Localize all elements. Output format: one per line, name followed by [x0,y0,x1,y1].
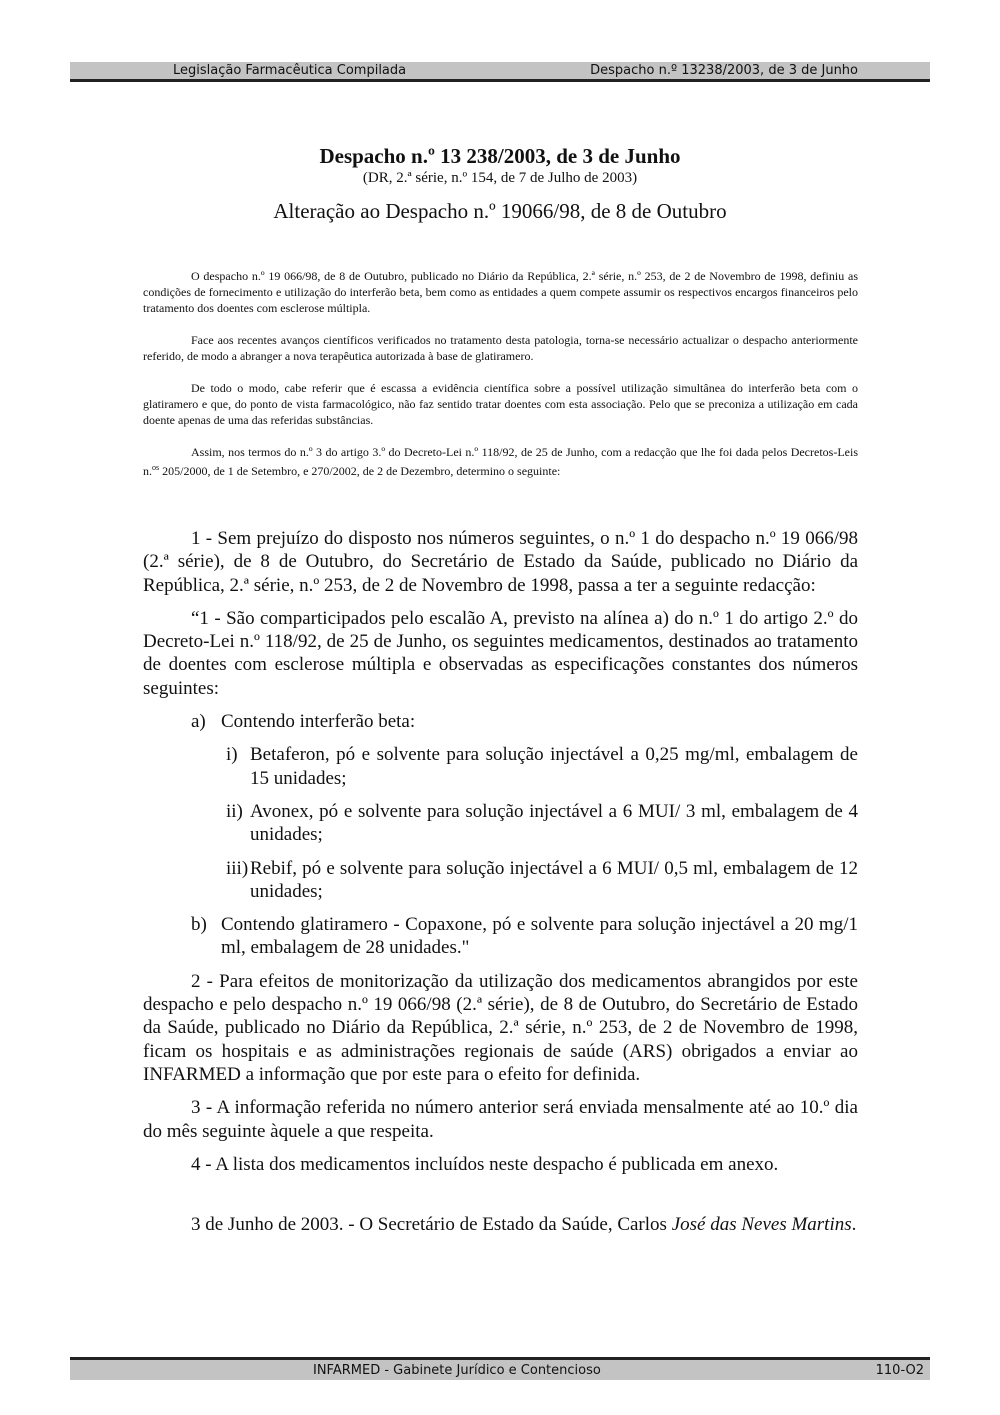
sub-list-item [226,743,858,790]
footer-text: INFARMED - Gabinete Jurídico e Contencioso [313,1363,601,1378]
header-right-title: Despacho n.º 13238/2003, de 3 de Junho [590,63,858,78]
document-heading: Alteração ao Despacho n.º 19066/98, de 8 de Outubro [273,199,727,223]
preamble [143,268,858,495]
preamble-superscript: os [152,463,160,472]
body-paragraph: 4 - A lista dos medicamentos incluídos neste despacho é publicada em anexo. [191,1153,779,1175]
document-subtitle: (DR, 2.ª série, n.º 154, de 7 de Julho de 2003) [362,170,638,186]
list-marker: a) [191,711,206,733]
page-header [70,62,930,82]
sub-list-item [226,857,858,904]
header-left-title: Legislação Farmacêutica Compilada [173,63,407,78]
main-body [143,527,858,1246]
list-text: Contendo glatiramero - Copaxone, pó e solvente para solução injectável a 20 mg/1 ml, embalagem de 28 unidades." [221,914,858,959]
preamble-text: 205/2000, de 1 de Setembro, e 270/2002, de 2 de Dezembro, determino o seguinte: [159,464,561,478]
page-footer [70,1357,930,1380]
sub-list-text: Avonex, pó e solvente para solução injectável a 6 MUI/ 3 ml, embalagem de 4 unidades; [250,800,858,846]
preamble-paragraph [143,444,858,479]
preamble-paragraph: De todo o modo, cabe referir que é escassa a evidência científica sobre a possível utilização simultânea do interferão beta com o glatiramero e que, do ponto de vista farmacológico, não faz sentido tratar doentes com esta associação. Pelo que se preconiza a utilização em cada doente apenas de uma das referidas substâncias. [143,381,858,427]
signature-name: José das Neves Martins [671,1214,852,1236]
body-paragraph: 1 - Sem prejuízo do disposto nos números seguintes, o n.º 1 do despacho n.º 19 066/98 (2.ª série), de 8 de Outubro, do Secretário de Estado da Saúde, publicado no Diário da República, 2.ª série, n.º 253, de 2 de Novembro de 1998, passa a ter a seguinte redacção: [143,528,858,596]
body-paragraph: 3 - A informação referida no número anterior será enviada mensalmente até ao 10.º dia do mês seguinte àquele a que respeita. [143,1097,858,1142]
sub-list-marker: iii) [226,857,249,879]
signature-prefix: 3 de Junho de 2003. - O Secretário de Estado da Saúde, Carlos [191,1214,672,1236]
list-text: Contendo interferão beta: [221,711,416,733]
list-item [191,710,858,733]
sub-list-marker: i) [226,744,238,766]
list-item [191,913,858,960]
document-title: Despacho n.º 13 238/2003, de 3 de Junho [319,144,681,168]
signature-suffix: . [851,1214,857,1236]
page-number: 110-O2 [875,1363,924,1378]
sub-list-text: Rebif, pó e solvente para solução injectável a 6 MUI/ 0,5 ml, embalagem de 12 unidades; [250,857,858,902]
sub-list-text: Betaferon, pó e solvente para solução injectável a 0,25 mg/ml, embalagem de 15 unidades; [250,744,858,789]
preamble-paragraph: O despacho n.º 19 066/98, de 8 de Outubro, publicado no Diário da República, 2.ª série, n.º 253, de 2 de Novembro de 1998, definiu as condições de fornecimento e utilização do interferão beta, bem como as entidades a quem compete assumir os respectivos encargos financeiros pelo tratamento dos doentes com esclerose múltipla. [143,269,858,315]
list-marker: b) [191,914,207,936]
body-paragraph: “1 - São comparticipados pelo escalão A, previsto na alínea a) do n.º 1 do artigo 2.º do Decreto-Lei n.º 118/92, de 25 de Junho, os seguintes medicamentos, destinados ao tratamento de doentes com esclerose múltipla e observadas as especificações constantes dos números seguintes: [143,607,858,699]
sub-list-marker: ii) [226,800,243,822]
sub-list-item [226,800,858,847]
preamble-text: Assim, nos termos do n.º 3 do artigo 3.º do Decreto-Lei n.º 118/92, de 25 de Junho, com a redacção que lhe foi dada pelos Decretos-Leis n. [143,445,858,478]
preamble-paragraph: Face aos recentes avanços científicos verificados no tratamento desta patologia, torna-se necessário actualizar o despacho anteriormente referido, de modo a abranger a nova terapêutica autorizada à base de glatiramero. [143,333,858,363]
body-paragraph: 2 - Para efeitos de monitorização da utilização dos medicamentos abrangidos por este despacho e pelo despacho n.º 19 066/98 (2.ª série), de 8 de Outubro, do Secretário de Estado da Saúde, publicado no Diário da República, 2.ª série, n.º 253, de 2 de Novembro de 1998, ficam os hospitais e as administrações regionais de saúde (ARS) obrigados a enviar ao INFARMED a informação que por este para o efeito for definida. [143,970,858,1085]
signature-line [143,1213,858,1236]
